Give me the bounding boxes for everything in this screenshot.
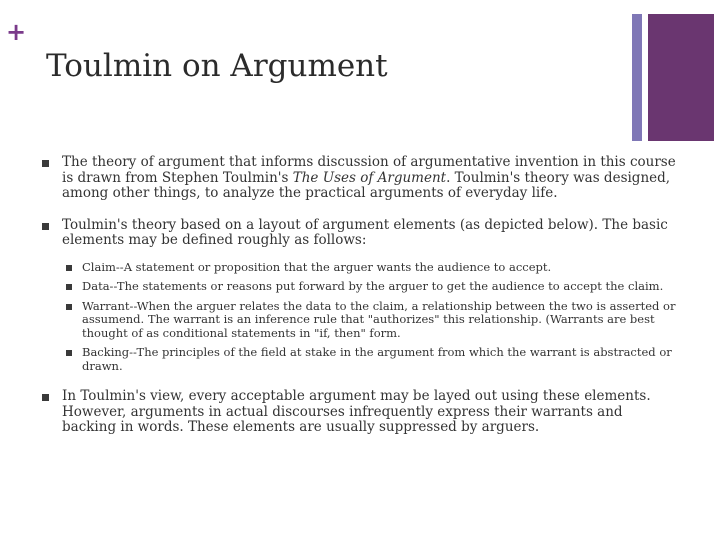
sub-bullet-claim bbox=[62, 261, 680, 275]
sub-bullet-text: Backing--The principles of the field at stake in the argument from which the warrant is abstracted or drawn. bbox=[82, 345, 672, 373]
bullet-text: Toulmin's theory based on a layout of argument elements (as depicted below). The basic elements may be defined roughly as follows: bbox=[62, 216, 668, 248]
bullet-theory-source bbox=[40, 155, 680, 202]
square-bullet-icon bbox=[66, 284, 72, 290]
slide-body bbox=[40, 155, 680, 452]
slide-title: Toulmin on Argument bbox=[46, 48, 388, 84]
bullet-text: In Toulmin's view, every acceptable argument may be layed out using these elements. However, arguments in actual discourses infrequently express their warrants and backing in words. These elements are usually suppressed by arguers. bbox=[62, 388, 651, 435]
square-bullet-icon bbox=[42, 160, 49, 167]
bullet-layout bbox=[40, 218, 680, 374]
square-bullet-icon bbox=[66, 304, 72, 310]
sub-bullet-list bbox=[62, 261, 680, 374]
book-title: The Uses of Argument bbox=[292, 169, 447, 186]
square-bullet-icon bbox=[42, 394, 49, 401]
sub-bullet-data bbox=[62, 280, 680, 294]
sub-bullet-warrant bbox=[62, 300, 680, 341]
square-bullet-icon bbox=[66, 350, 72, 356]
sub-bullet-text: Data--The statements or reasons put forward by the arguer to get the audience to accept the claim. bbox=[82, 279, 664, 293]
accent-bar-thick bbox=[648, 14, 714, 141]
bullet-toulmin-view bbox=[40, 389, 680, 436]
plus-mark: + bbox=[6, 18, 27, 46]
sub-bullet-backing bbox=[62, 346, 680, 373]
bullet-text-pre: The theory of argument that informs discussion of argumentative invention in this course is drawn from Stephen Toulmin's bbox=[62, 154, 676, 186]
sub-bullet-text: Warrant--When the arguer relates the data to the claim, a relationship between the two is asserted or assumend. The warrant is an inference rule that "authorizes" this relationship. (Warrants are best thought of as conditional statements in "if, then" form. bbox=[82, 298, 676, 340]
sub-bullet-text: Claim--A statement or proposition that the arguer wants the audience to accept. bbox=[82, 259, 552, 274]
accent-bar-thin bbox=[632, 14, 642, 141]
bullet-text-post: . Toulmin's theory was designed, among other things, to analyze the practical arguments of everyday life. bbox=[62, 169, 671, 201]
square-bullet-icon bbox=[66, 265, 72, 271]
square-bullet-icon bbox=[42, 223, 49, 230]
